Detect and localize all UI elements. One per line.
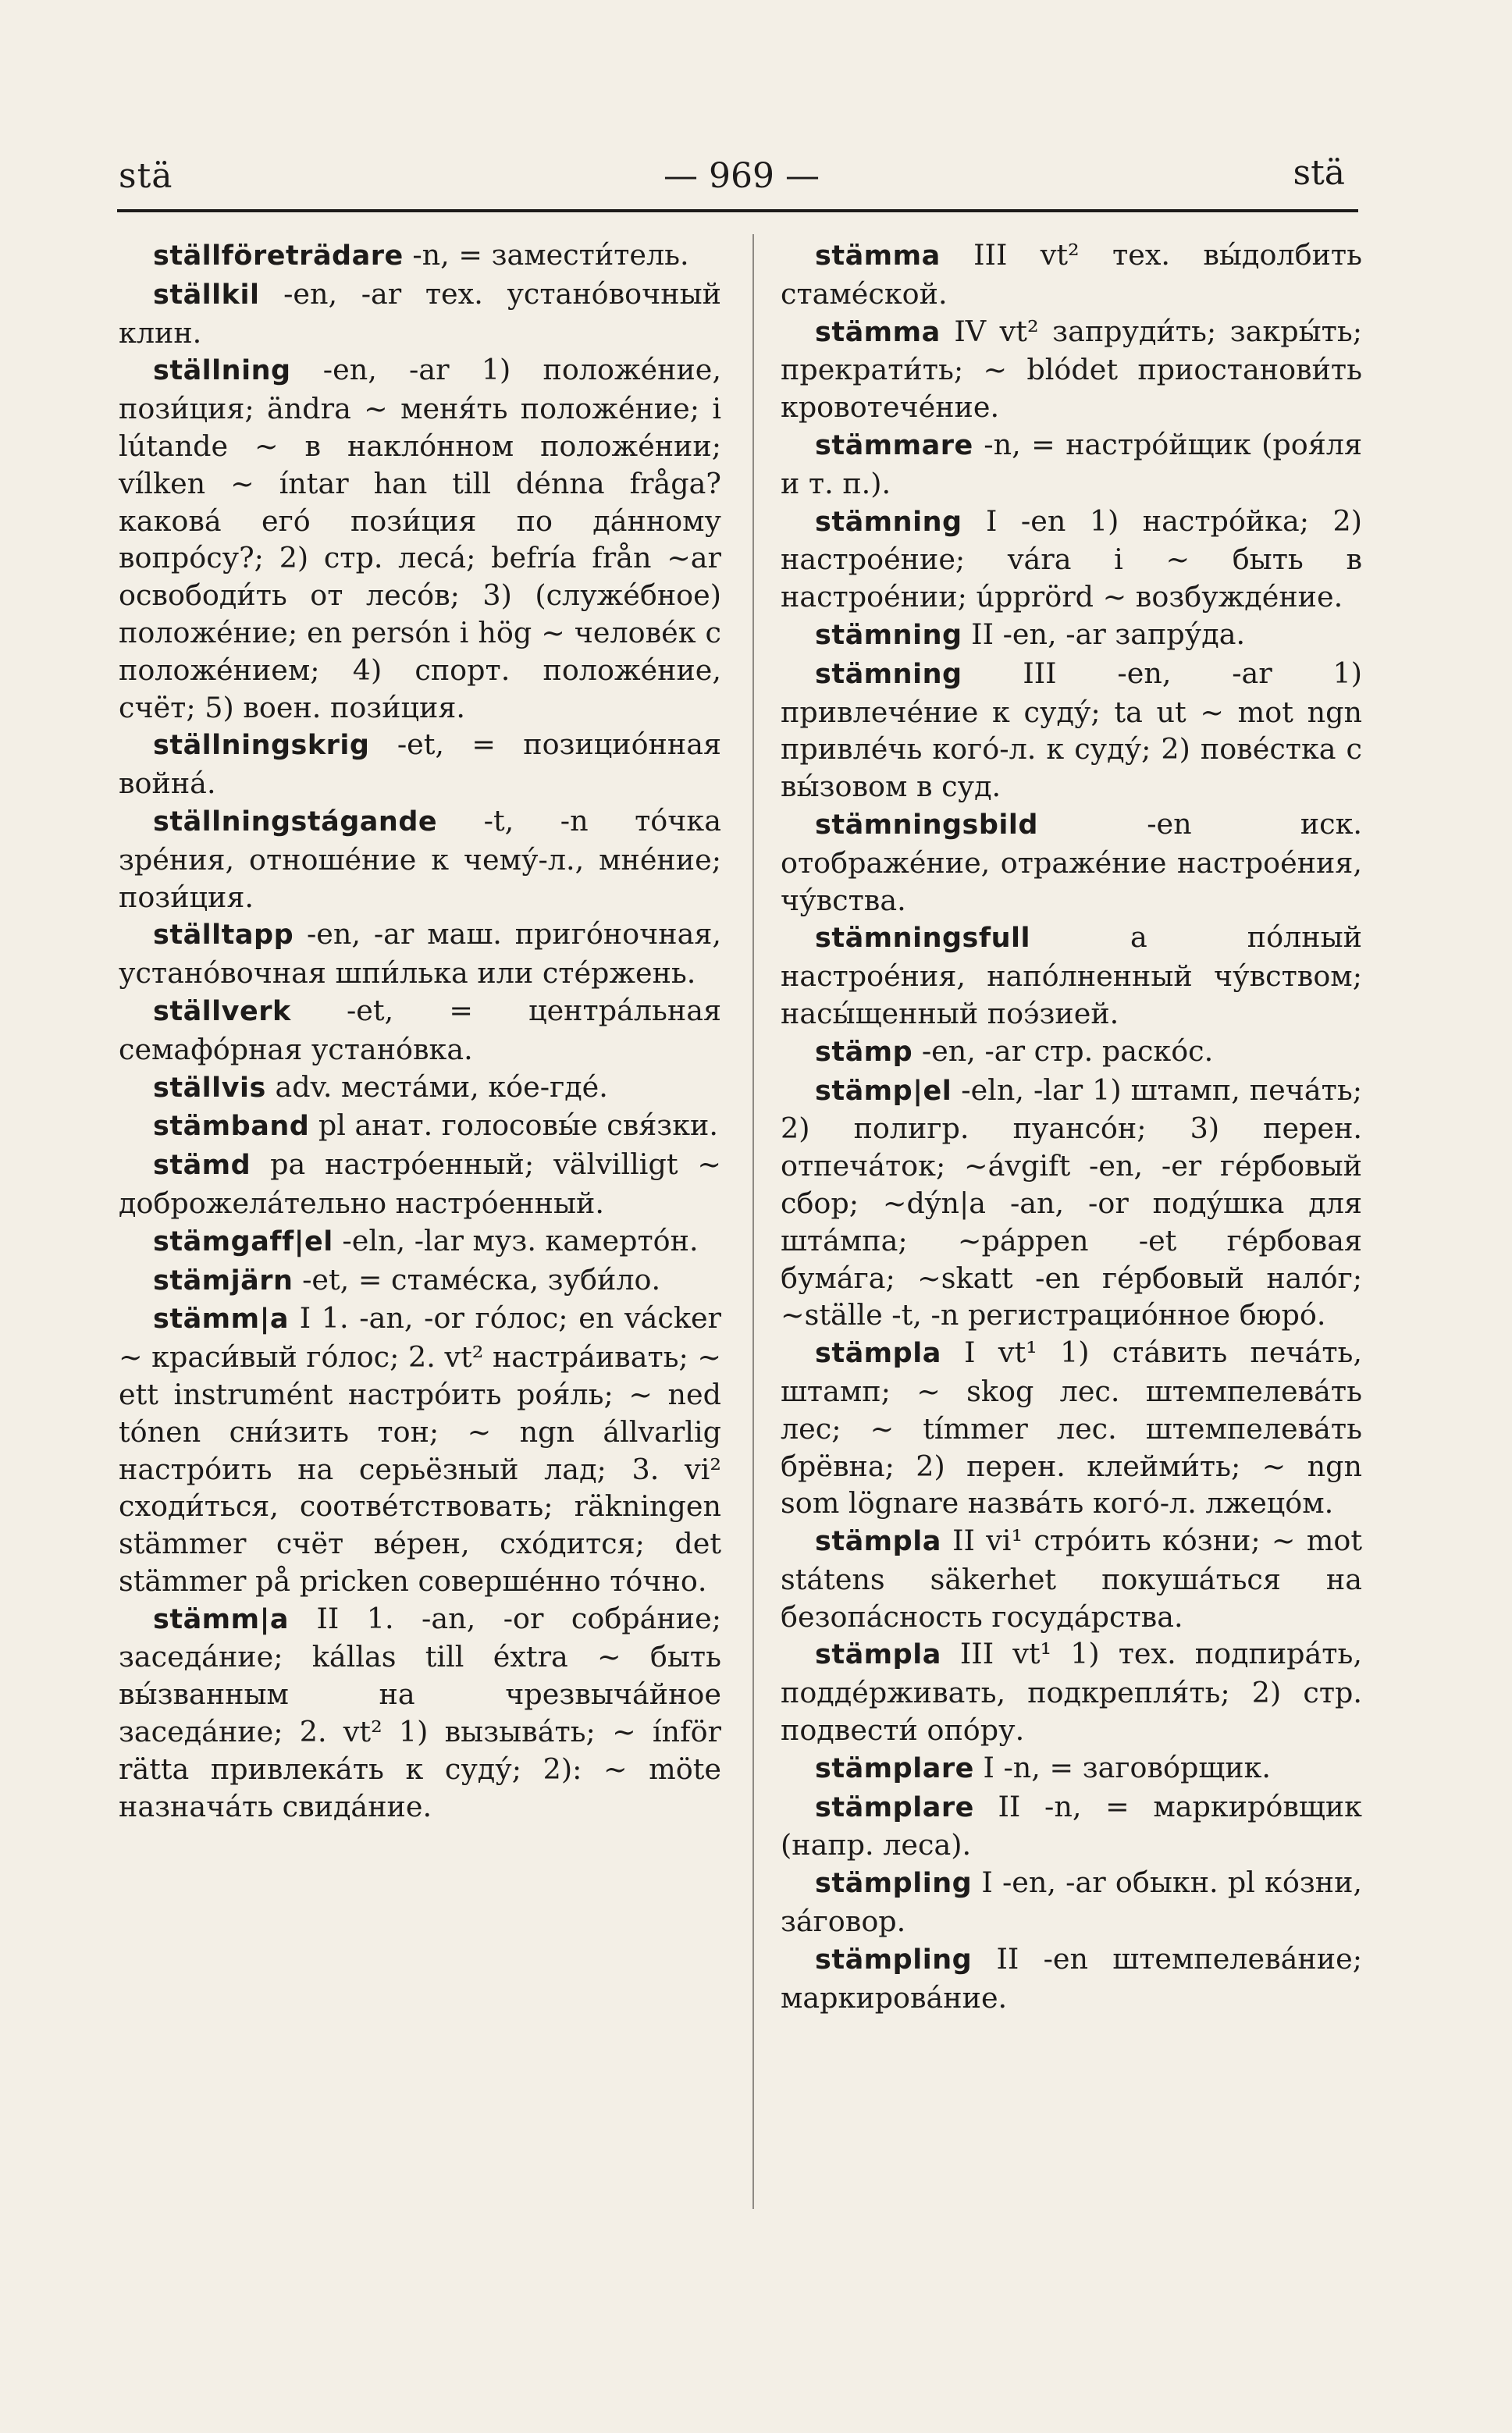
entry-headword: stämpla [815,1639,941,1671]
entry-headword: ställtapp [153,919,294,952]
dictionary-entry [781,313,1362,426]
entry-definition: a по́лный настрое́ния, напо́лненный чу́вством; насы́щенный поэ́зией. [781,920,1362,1030]
dictionary-entry [781,1522,1362,1635]
entry-definition: adv. места́ми, ко́е-где́. [275,1069,608,1104]
dictionary-entry [119,351,721,726]
entry-definition: -t, -n то́чка зре́ния, отноше́ние к чему́-л., мне́ние; пози́ция. [119,803,721,914]
entry-headword: stämpling [815,1868,973,1900]
entry-headword: ställningskrig [153,730,370,762]
entry-headword: stämning [815,506,962,538]
dictionary-entry [119,1146,721,1222]
dictionary-entry [781,1033,1362,1072]
dictionary-entry [781,237,1362,313]
dictionary-entry [781,1940,1362,2017]
dictionary-entry [781,426,1362,503]
entry-definition: -en, -ar тех. устано́вочный клин. [119,276,721,350]
entry-definition: -en, -ar стр. раско́с. [921,1033,1214,1068]
entry-definition: -en иск. отображе́ние, отраже́ние настрое́ния, чу́вства. [781,806,1363,917]
dictionary-entry [781,1072,1362,1335]
right-column [781,237,1362,2016]
header-left-guide-word: stä [119,156,173,196]
entry-definition: II 1. -an, -or собра́ние; заседа́ние; kállas till éxtra ~ быть вы́званным на чрезвыча́йное заседа́ние; 2. vt² 1) вызыва́ть; ~ ínför rätta привлека́ть к суду́; 2): ~ möte назнача́ть свида́ние. [119,1601,721,1823]
dictionary-entry [119,1261,721,1300]
header-rule [117,209,1358,212]
dictionary-entry [119,992,721,1069]
entry-headword: ställverk [153,995,291,1027]
dictionary-entry [119,276,721,352]
entry-headword: ställning [153,355,291,387]
entry-headword: stämningsfull [815,923,1031,955]
entry-definition: -eln, -lar 1) штамп, печа́ть; 2) полигр. пуансо́н; 3) перен. отпеча́ток; ~ávgift -en, -er ге́рбовый сбор; ~dýn|a -an, -or поду́шка для шта́мпа; ~páppen -et ге́рбовая бума́га; ~skatt -en ге́рбовый нало́г; ~ställe -t, -n регистрацио́нное бюро́. [781,1072,1362,1332]
entry-definition: -n, = настро́йщик (роя́ля и т. п.). [781,427,1362,500]
entry-definition: II vi¹ стро́ить ко́зни; ~ mot státens säkerhet покуша́ться на безопа́сность госуда́рства. [781,1524,1362,1634]
dictionary-entry [781,806,1362,919]
entry-definition: pl анат. голосовы́е свя́зки. [318,1108,718,1143]
dictionary-entry [781,1864,1362,1940]
entry-headword: stämpla [815,1338,941,1370]
dictionary-entry [119,1222,721,1261]
entry-headword: stämpling [815,1944,973,1976]
entry-definition: III vt² тех. вы́долбить стаме́ской. [781,238,1362,311]
entry-definition: I vt¹ 1) ста́вить печа́ть, штамп; ~ skog лес. штемпелева́ть лес; ~ tímmer лес. штемпелева́ть брёвна; 2) перен. клейми́ть; ~ ngn som lögnare назва́ть кого́-л. лжецо́м. [781,1336,1362,1521]
dictionary-entry [781,503,1362,616]
column-divider [752,234,754,2209]
entry-headword: stämp [815,1036,913,1068]
entry-headword: stämningsbild [815,809,1038,841]
dictionary-entry [119,1600,721,1826]
dictionary-entry [781,919,1362,1032]
entry-definition: -et, = стаме́ска, зуби́ло. [302,1262,661,1297]
dictionary-entry [781,655,1362,806]
dictionary-entry [119,1107,721,1146]
dictionary-entry [119,1069,721,1108]
dictionary-entry [119,802,721,916]
entry-headword: ställningstágande [153,806,438,838]
entry-headword: stämning [815,619,962,651]
entry-definition: II -en штемпелева́ние; маркирова́ние. [781,1941,1362,2015]
entry-definition: -eln, -lar муз. камерто́н. [342,1223,699,1257]
entry-headword: stämm|a [153,1304,290,1336]
entry-headword: stämp|el [815,1075,952,1107]
entry-headword: stämplare [815,1752,974,1784]
entry-headword: ställföreträdare [153,240,404,272]
entry-definition: II -n, = маркиро́вщик (напр. леса). [781,1789,1362,1862]
dictionary-entry [781,1635,1362,1748]
dictionary-entry [781,1334,1362,1522]
entry-definition: I -en 1) настро́йка; 2) настрое́ние; vára i ~ быть в настрое́нии; úpprörd ~ возбужде́ние. [781,503,1362,614]
left-column [119,237,721,1825]
entry-definition: -en, -ar 1) положе́ние, пози́ция; ändra ~ меня́ть положе́ние; i lútande ~ в накло́нном положе́нии; vílken ~ íntar han till dénna fråga? какова́ его́ пози́ция по да́нному вопро́су?; 2) стр. леса́; befría från ~ar освободи́ть от лесо́в; 3) (служе́бное) положе́ние; en persón i hög ~ челове́к с положе́нием; 4) спорт. положе́ние, счёт; 5) воен. пози́ция. [119,353,722,724]
entry-headword: ställkil [153,279,260,311]
entry-headword: stämm|a [153,1603,290,1635]
dictionary-entry [119,726,721,802]
dictionary-entry [119,237,721,276]
entry-headword: stämma [815,316,941,348]
entry-headword: stämgaff|el [153,1225,333,1257]
dictionary-entry [781,1788,1362,1865]
dictionary-entry [781,616,1362,655]
entry-definition: IV vt² запруди́ть; закры́ть; прекрати́ть; ~ blódet приостанови́ть кровотече́ние. [781,314,1362,425]
entry-definition: I -n, = заговóрщик. [983,1750,1272,1784]
dictionary-entry [119,1300,721,1599]
entry-headword: stämning [815,658,962,690]
entry-definition: -et, = позицио́нная война́. [119,727,721,801]
header-right-guide-word: stä [1293,153,1345,193]
dictionary-entry [119,916,721,992]
entry-definition: III -en, -ar 1) привлече́ние к суду́; ta ut ~ mot ngn привле́чь кого́-л. к суду́; 2) пове́стка с вы́зовом в суд. [781,656,1363,804]
entry-definition: III vt¹ 1) тех. подпира́ть, подде́рживать, подкрепля́ть; 2) стр. подвести́ опо́ру. [781,1637,1362,1748]
entry-headword: ställvis [153,1072,266,1104]
entry-headword: stämband [153,1111,310,1143]
entry-definition: I 1. -an, -or го́лос; en vácker ~ краси́вый го́лос; 2. vt² настра́ивать; ~ ett instrumént настро́ить роя́ль; ~ ned tónen сни́зить тон; ~ ngn állvarlig настро́ить на серьёзный лад; 3. vi² сходи́ться, соотве́тствовать; räkningen stämmer счёт ве́рен, схо́дится; det stämmer på pricken соверше́нно то́чно. [119,1301,722,1598]
entry-headword: stämmare [815,429,973,461]
entry-definition: -en, -ar маш. пригóночная, устано́вочная шпи́лька или сте́ржень. [119,917,721,991]
entry-headword: stämma [815,240,941,272]
page-number: — 969 — [664,156,820,196]
entry-definition: II -en, -ar запру́да. [971,617,1246,651]
entry-definition: -n, = замести́тель. [412,238,689,272]
entry-headword: stämpla [815,1526,941,1558]
dictionary-entry [781,1749,1362,1788]
entry-headword: stämjärn [153,1265,294,1297]
entry-definition: -et, = центра́льная семафо́рная устано́вка. [119,993,721,1066]
entry-definition: pa настро́енный; välvilligt ~ доброжела́тельно настро́енный. [119,1147,721,1220]
entry-headword: stämplare [815,1791,974,1823]
entry-headword: stämd [153,1150,251,1182]
entry-definition: I -en, -ar обыкн. pl ко́зни, за́говор. [781,1866,1362,1939]
